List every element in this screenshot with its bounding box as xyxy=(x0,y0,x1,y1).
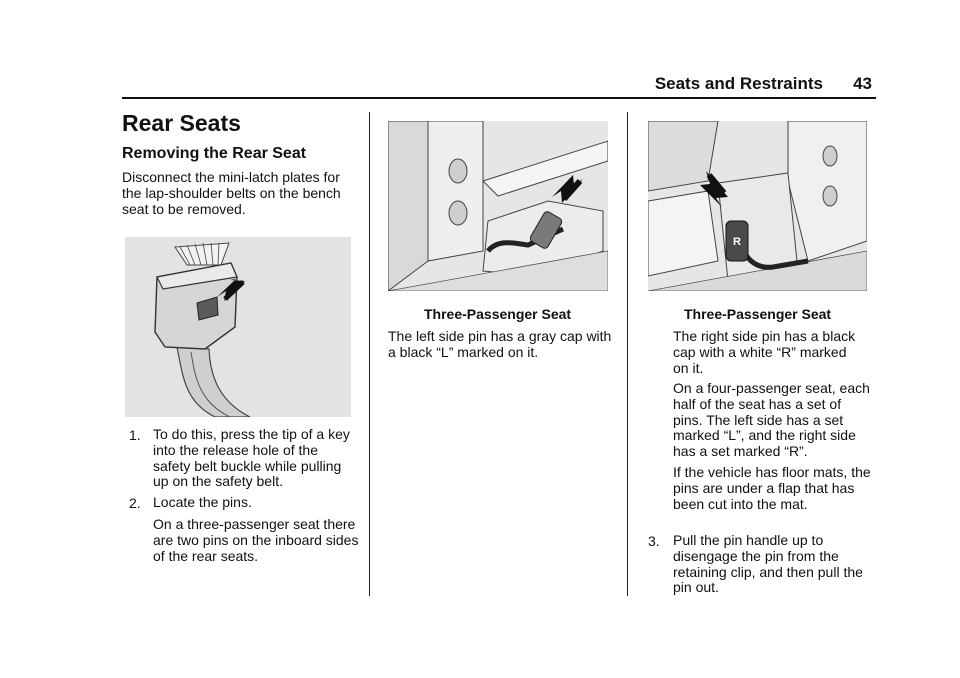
step-2-note: On a three-passenger seat there are two pins on the inboard sides of the rear seats. xyxy=(153,516,359,564)
column-divider-2 xyxy=(627,112,628,596)
left-pin-description: The left side pin has a gray cap with a black “L” marked on it. xyxy=(388,328,612,360)
step-2-number: 2. xyxy=(129,495,141,511)
right-pin-description: The right side pin has a black cap with a white “R” marked on it. xyxy=(673,328,856,376)
belt-buckle-illustration xyxy=(125,237,351,417)
floor-mat-note: If the vehicle has floor mats, the pins are under a flap that has been cut into the mat. xyxy=(673,464,871,512)
figure-caption-left: Three-Passenger Seat xyxy=(424,306,572,322)
step-1-number: 1. xyxy=(129,427,141,443)
intro-paragraph: Disconnect the mini-latch plates for the lap-shoulder belts on the bench seat to be removed. xyxy=(122,169,341,217)
page-title: Rear Seats xyxy=(122,110,241,136)
step-1-text: To do this, press the tip of a key into the release hole of the safety belt buckle while pulling up on the safety belt. xyxy=(153,426,350,490)
page-header xyxy=(0,74,960,94)
step-3-number: 3. xyxy=(648,533,660,549)
four-passenger-note: On a four-passenger seat, each half of the seat has a set of pins. The left side has a set marked “L”, and the right side has a set marked “R”. xyxy=(673,380,870,460)
figure-caption-right: Three-Passenger Seat xyxy=(684,306,832,322)
page-number: 43 xyxy=(853,74,872,93)
header-divider xyxy=(122,97,876,99)
section-title: Seats and Restraints xyxy=(654,74,823,93)
column-divider-1 xyxy=(369,112,370,596)
left-pin-illustration xyxy=(388,121,608,291)
step-2-text: Locate the pins. xyxy=(153,494,252,510)
section-subtitle: Removing the Rear Seat xyxy=(122,145,307,162)
cap-letter-r: R xyxy=(733,236,741,248)
step-3-text: Pull the pin handle up to disengage the pin from the retaining clip, and then pull the pin out. xyxy=(673,532,863,596)
right-pin-illustration xyxy=(648,121,867,291)
